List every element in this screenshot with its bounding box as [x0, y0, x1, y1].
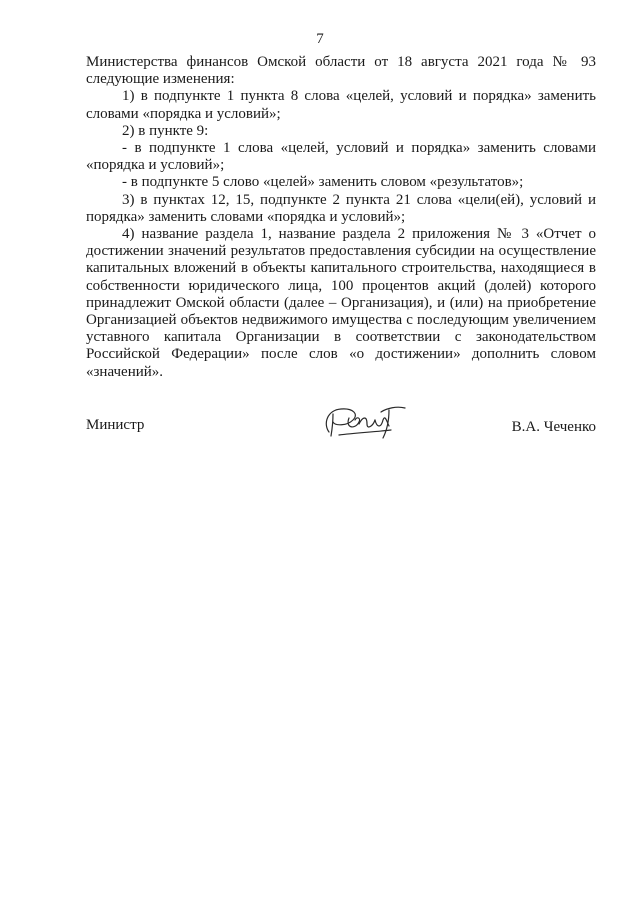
handwritten-signature — [319, 402, 409, 442]
paragraph-item-3: 3) в пунктах 12, 15, подпункте 2 пункта 21 слова «цели(ей), условий и порядка» заменить словами «порядка и условий»; — [86, 191, 596, 225]
paragraph-item-2: 2) в пункте 9: — [122, 122, 209, 139]
paragraph-item-1: 1) в подпункте 1 пункта 8 слова «целей, условий и порядка» заменить словами «порядка и условий»; — [86, 88, 596, 122]
paragraph-item-2-sub-5: - в подпункте 5 слово «целей» заменить словом «результатов»; — [122, 174, 524, 191]
paragraph-intro: Министерства финансов Омской области от 18 августа 2021 года № 93 следующие изменения: — [86, 54, 596, 88]
signature-block — [86, 402, 596, 452]
signatory-title: Министр — [86, 417, 145, 433]
paragraph-item-2-sub-1: - в подпункте 1 слова «целей, условий и порядка» заменить словами «порядка и условий»; — [86, 140, 596, 174]
paragraph-item-4: 4) название раздела 1, название раздела 2 приложения № 3 «Отчет о достижении значений результатов предоставления субсидии на осуществление капитальных вложений в объекты капитального строительства, находящиеся в собственности юридического лица, 100 процентов акций (долей) которого принадлежит Омской области (далее – Организация), и (или) на приобретение Организацией объектов недвижимого имущества с последующим увеличением уставного капитала Организации в соответствии с законодательством Российской Федерации» после слов «о достижении» дополнить словом «значений». — [86, 226, 596, 380]
document-body — [86, 54, 596, 381]
signatory-name: В.А. Чеченко — [511, 419, 596, 435]
page-number: 7 — [316, 31, 324, 47]
